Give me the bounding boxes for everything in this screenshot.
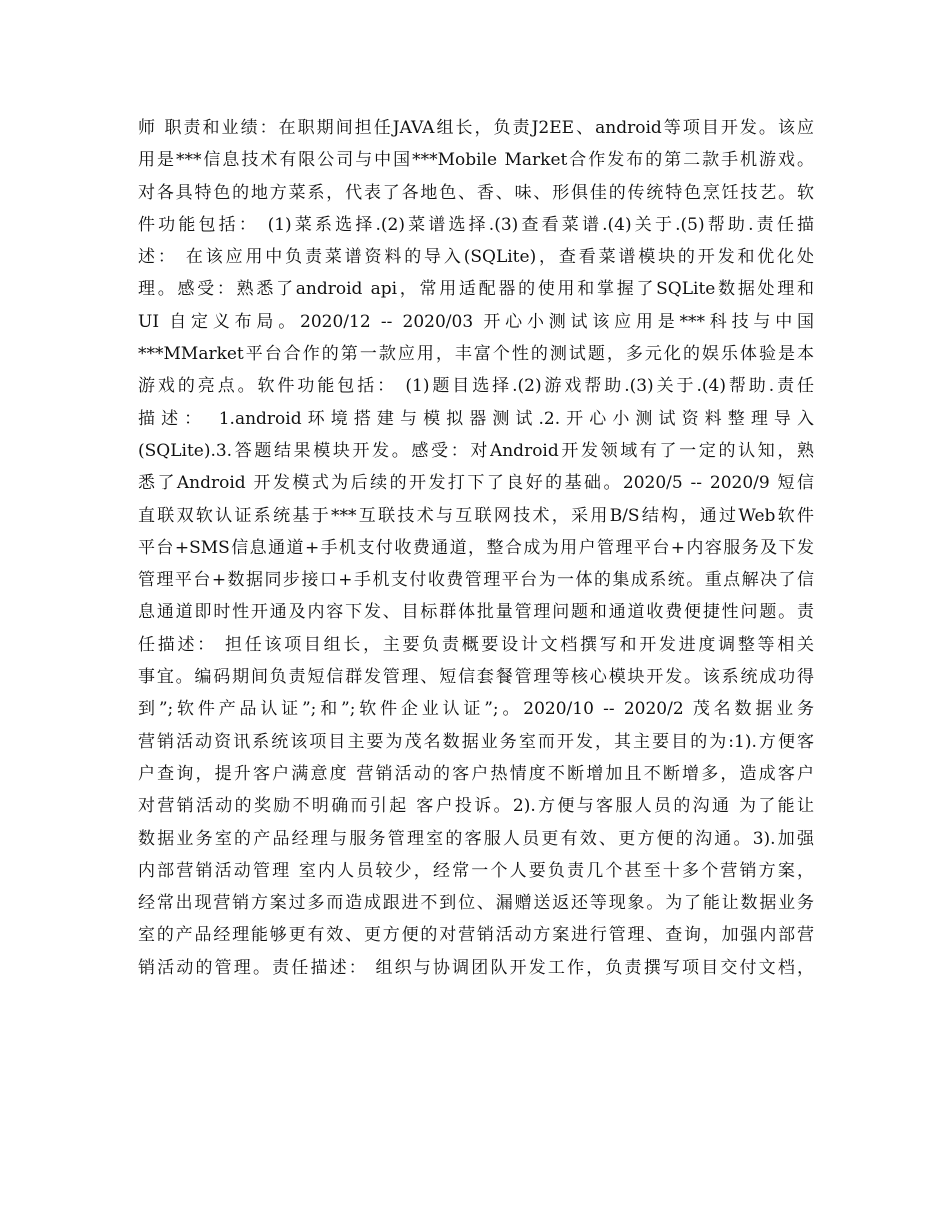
- text-line-5: 述： 在该应用中负责菜谱资料的导入(SQLite)，查看菜谱模块的开发和优化处: [138, 247, 814, 268]
- text-line-20: 营销活动资讯系统该项目主要为茂名数据业务室而开发，其主要目的为:1).方便客: [138, 731, 814, 752]
- text-line-3: 对各具特色的地方菜系，代表了各地色、香、味、形俱佳的传统特色烹饪技艺。软: [138, 182, 814, 203]
- text-line-7: UI 自定义布局。2020/12 -- 2020/03 开心小测试该应用是***科技与中国: [138, 311, 814, 332]
- text-line-21: 户查询，提升客户满意度 营销活动的客户热情度不断增加且不断增多，造成客户: [138, 763, 814, 784]
- text-line-9: 游戏的亮点。软件功能包括： (1)题目选择.(2)游戏帮助.(3)关于.(4)帮助.责任: [138, 376, 814, 397]
- text-line-22: 对营销活动的奖励不明确而引起 客户投诉。2).方便与客服人员的沟通 为了能让: [138, 796, 814, 817]
- text-line-11: (SQLite).3.答题结果模块开发。感受：对Android开发领域有了一定的认知，熟: [138, 440, 814, 461]
- text-line-10: 描述： 1.android环境搭建与模拟器测试.2.开心小测试资料整理导入: [138, 408, 814, 429]
- text-line-26: 室的产品经理能够更有效、更方便的对营销活动方案进行管理、查询，加强内部营: [138, 925, 814, 946]
- text-line-8: ***MMarket平台合作的第一款应用，丰富个性的测试题，多元化的娱乐体验是本: [138, 344, 814, 365]
- text-line-27: 销活动的管理。责任描述： 组织与协调团队开发工作，负责撰写项目交付文档，: [138, 957, 814, 978]
- text-line-12: 悉了Android 开发模式为后续的开发打下了良好的基础。2020/5 -- 2020/9 短信: [138, 473, 814, 494]
- text-line-25: 经常出现营销方案过多而造成跟进不到位、漏赠送返还等现象。为了能让数据业务: [138, 893, 814, 914]
- text-line-19: 到”;软件产品认证”;和”;软件企业认证”;。2020/10 -- 2020/2 茂名数据业务: [138, 699, 814, 720]
- text-line-1: 师 职责和业绩：在职期间担任JAVA组长，负责J2EE、android等项目开发。该应: [138, 118, 814, 138]
- text-line-2: 用是***信息技术有限公司与中国***Mobile Market合作发布的第二款手机游戏。: [138, 150, 814, 171]
- text-line-6: 理。感受：熟悉了android api，常用适配器的使用和掌握了SQLite数据处理和: [138, 279, 814, 300]
- text-line-13: 直联双软认证系统基于***互联技术与互联网技术，采用B/S结构，通过Web软件: [138, 505, 814, 526]
- text-line-4: 件功能包括： (1)菜系选择.(2)菜谱选择.(3)查看菜谱.(4)关于.(5)帮助.责任描: [138, 214, 814, 235]
- text-line-18: 事宜。编码期间负责短信群发管理、短信套餐管理等核心模块开发。该系统成功得: [138, 667, 814, 688]
- body-text: [138, 112, 814, 984]
- text-line-17: 任描述： 担任该项目组长，主要负责概要设计文档撰写和开发进度调整等相关: [138, 634, 814, 655]
- text-line-23: 数据业务室的产品经理与服务管理室的客服人员更有效、更方便的沟通。3).加强: [138, 828, 814, 849]
- text-line-16: 息通道即时性开通及内容下发、目标群体批量管理问题和通道收费便捷性问题。责: [138, 602, 814, 623]
- text-line-14: 平台+SMS信息通道+手机支付收费通道，整合成为用户管理平台+内容服务及下发: [138, 537, 814, 558]
- text-line-24: 内部营销活动管理 室内人员较少，经常一个人要负责几个甚至十多个营销方案，: [138, 860, 814, 881]
- text-line-15: 管理平台+数据同步接口+手机支付收费管理平台为一体的集成系统。重点解决了信: [138, 570, 814, 591]
